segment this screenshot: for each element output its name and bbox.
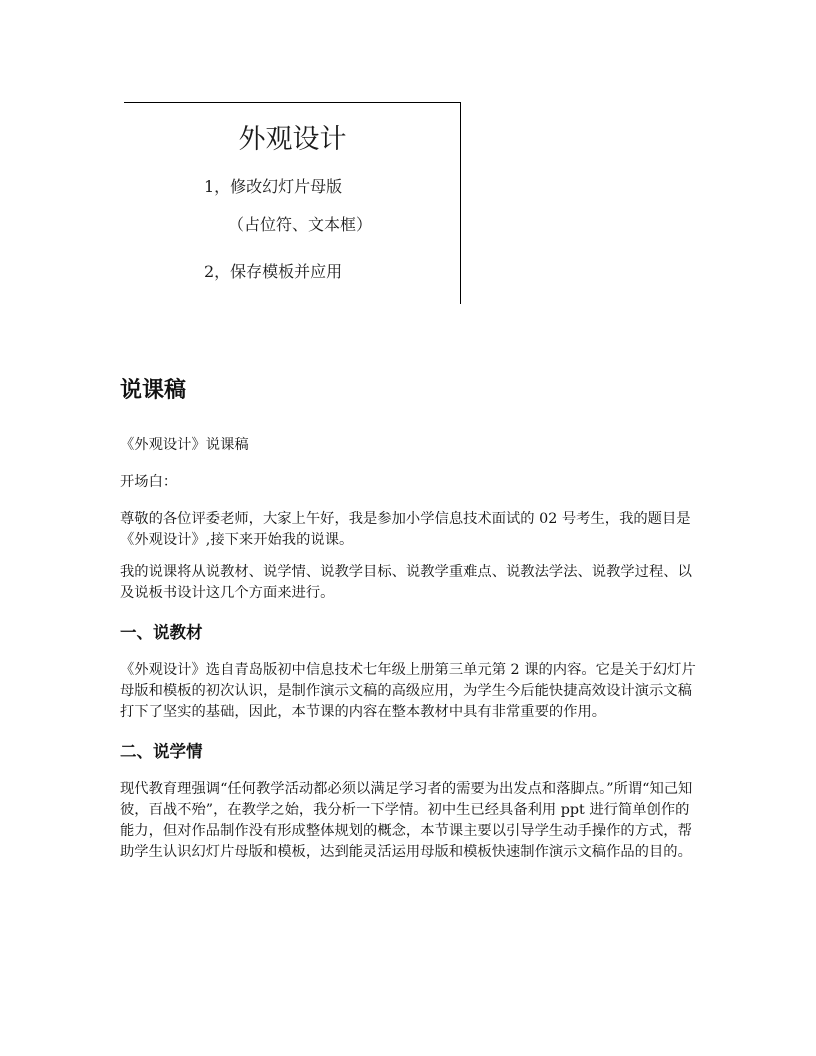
board-line-2: （占位符、文本框） <box>228 215 373 234</box>
board-line-3: 2，保存模板并应用 <box>204 262 343 281</box>
board-title: 外观设计 <box>238 124 347 155</box>
intro-paragraph-2: 我的说课将从说教材、说学情、说教学目标、说教学重难点、说教法学法、说教学过程、以及说板书设计这几个方面来进行。 <box>120 564 692 601</box>
intro-paragraph-1: 尊敬的各位评委老师，大家上午好，我是参加小学信息技术面试的 02 号考生，我的题目是《外观设计》,接下来开始我的说课。 <box>120 511 691 548</box>
opening-label: 开场白： <box>120 474 178 490</box>
board-top-border <box>124 102 461 103</box>
section-text-textbook: 《外观设计》选自青岛版初中信息技术七年级上册第三单元第 2 课的内容。它是关于幻灯片母版和模板的初次认识，是制作演示文稿的高级应用，为学生今后能快捷高效设计演示文稿打下了坚实的基础，因此，本节课的内容在整本教材中具有非常重要的作用。 <box>120 662 696 720</box>
blackboard-design-image <box>124 102 461 304</box>
document-subtitle: 《外观设计》说课稿 <box>120 437 249 453</box>
document-title: 说课稿 <box>120 378 187 403</box>
section-heading-students: 二、说学情 <box>120 742 203 761</box>
document-body <box>120 376 700 874</box>
section-heading-textbook: 一、说教材 <box>120 623 203 642</box>
board-line-1: 1，修改幻灯片母版 <box>204 177 343 196</box>
section-text-students: 现代教育理强调“任何教学活动都必须以满足学习者的需要为出发点和落脚点。”所谓“知己知彼，百战不殆”，在教学之始，我分析一下学情。初中生已经具备利用 ppt 进行简单创作的能力，但对作品制作没有形成整体规划的概念，本节课主要以引导学生动手操作的方式，帮助学生认识幻灯片母版和模板，达到能灵活运用母版和模板快速制作演示文稿作品的目的。 <box>120 781 693 860</box>
